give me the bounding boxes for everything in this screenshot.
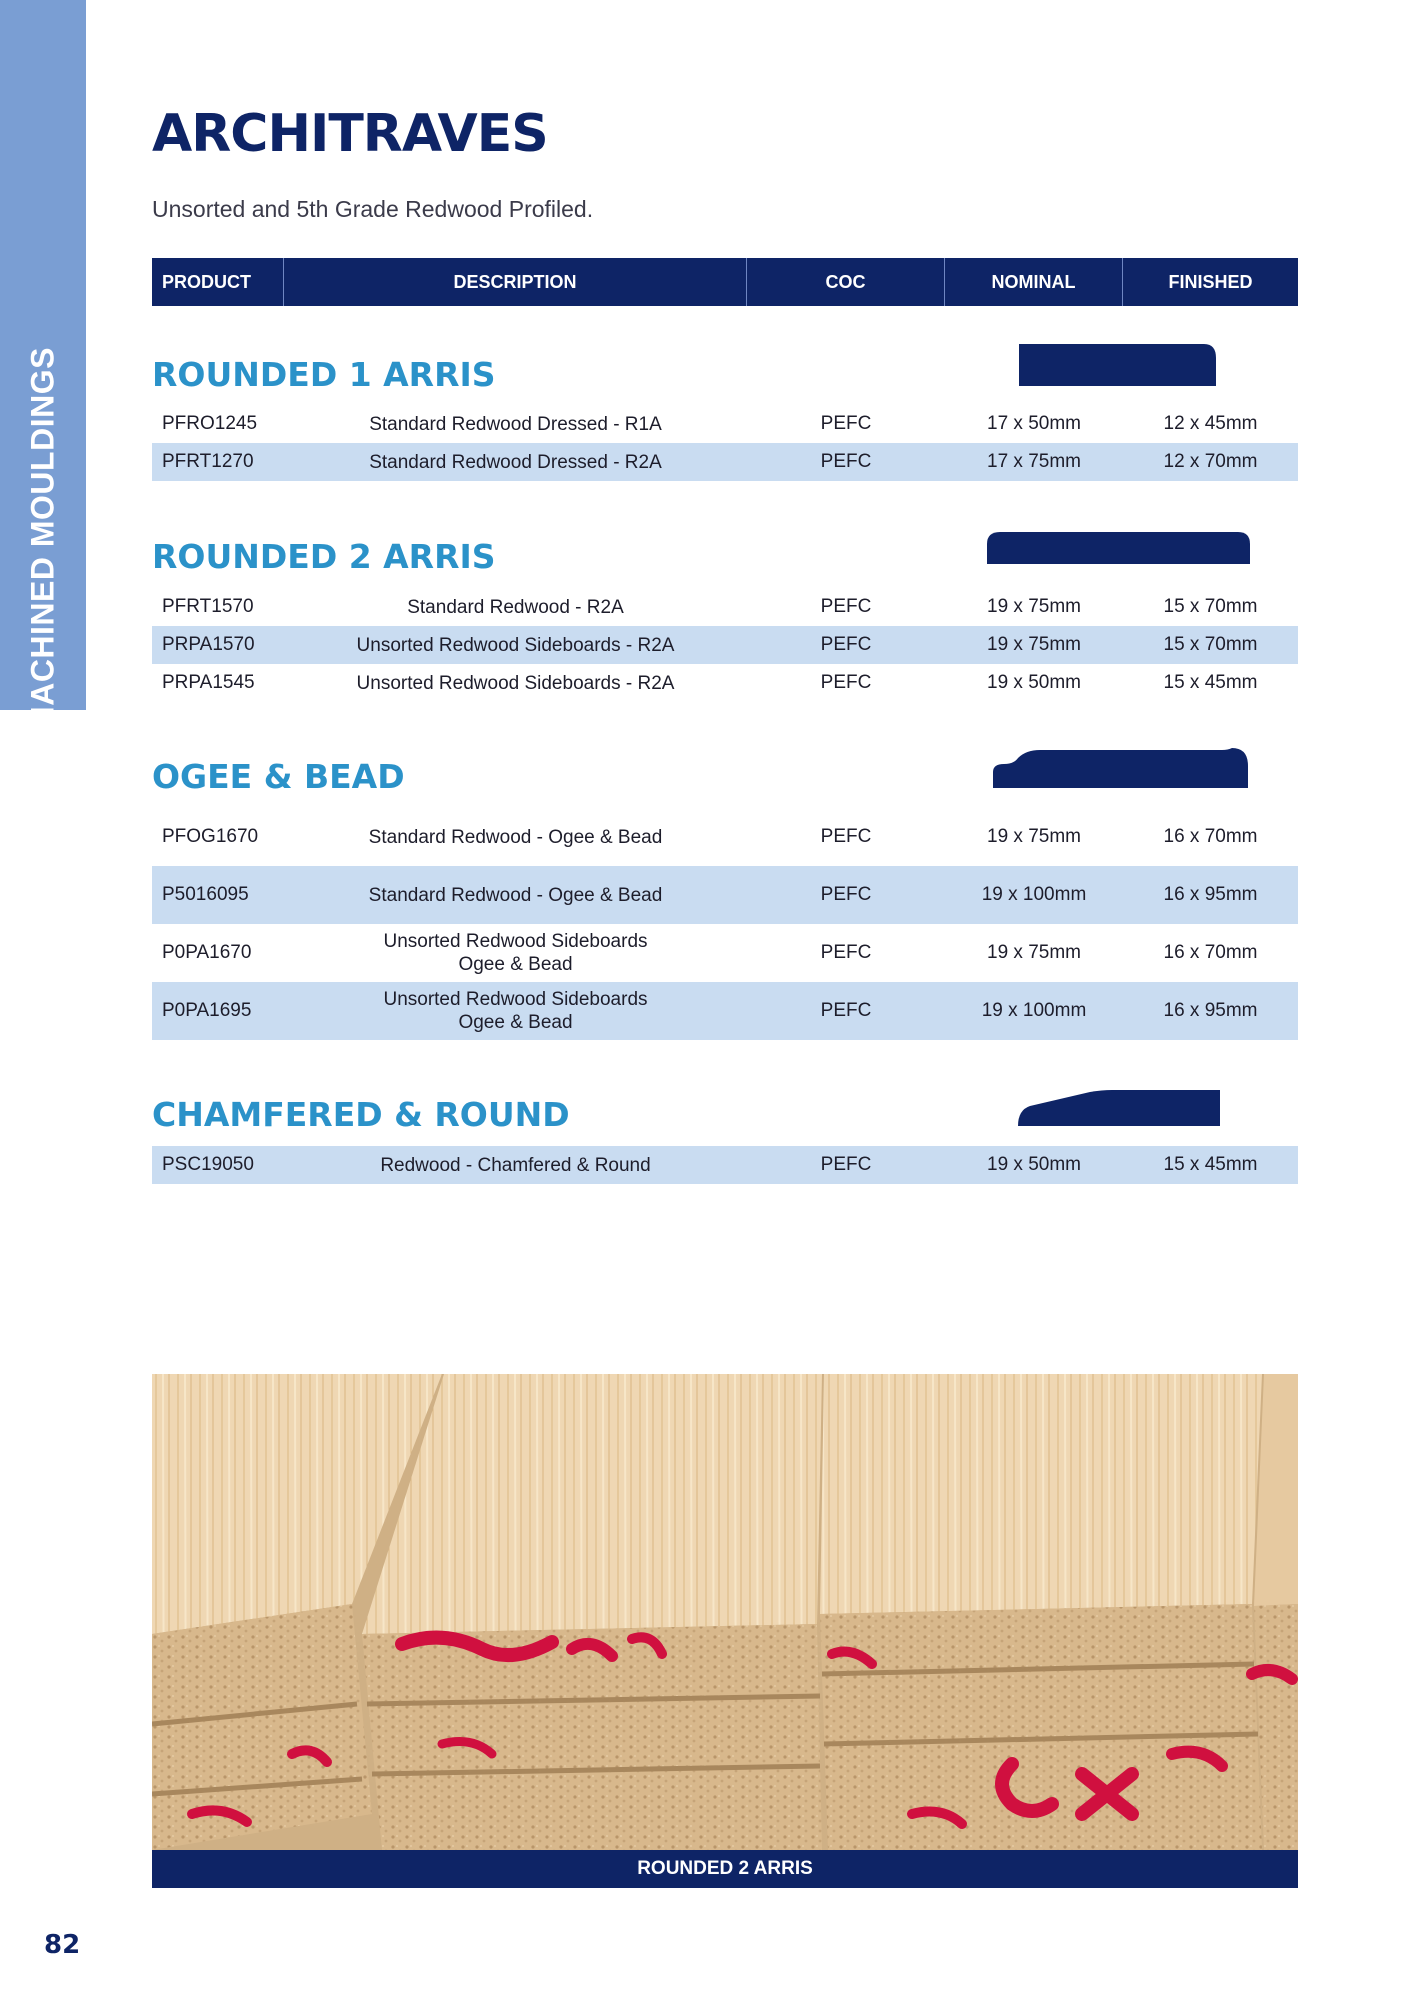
cell-product: PRPA1545 xyxy=(162,672,255,693)
header-nominal: NOMINAL xyxy=(945,258,1123,306)
cell-nominal: 19 x 50mm xyxy=(987,672,1081,693)
cell-nominal: 19 x 75mm xyxy=(987,634,1081,655)
cell-finished: 15 x 45mm xyxy=(1163,672,1258,693)
cell-description xyxy=(284,924,747,982)
cell-product: P5016095 xyxy=(162,884,249,905)
cell-finished: 16 x 95mm xyxy=(1163,884,1258,905)
cell-product: P0PA1670 xyxy=(162,942,252,963)
timber-stack-image xyxy=(152,1374,1298,1850)
rounded-1-arris-profile-icon xyxy=(1018,342,1218,388)
cell-finished: 12 x 70mm xyxy=(1163,451,1258,472)
cell-coc: PEFC xyxy=(820,413,872,434)
cell-coc: PEFC xyxy=(820,596,872,617)
cell-coc: PEFC xyxy=(820,884,872,905)
photo-caption: ROUNDED 2 ARRIS xyxy=(152,1850,1298,1888)
rounded-2-arris-profile-icon xyxy=(986,530,1252,566)
cell-description: Standard Redwood - Ogee & Bead xyxy=(368,884,663,906)
cell-finished: 12 x 45mm xyxy=(1163,413,1258,434)
cell-description: Standard Redwood - Ogee & Bead xyxy=(368,826,663,848)
cell-description-line2: Ogee & Bead xyxy=(458,1012,573,1033)
cell-coc: PEFC xyxy=(820,634,872,655)
section-title-rounded-2-arris: ROUNDED 2 ARRIS xyxy=(152,537,496,576)
table-row xyxy=(152,924,1298,982)
page-title: ARCHITRAVES xyxy=(152,104,548,164)
header-description: DESCRIPTION xyxy=(284,258,747,306)
table-row xyxy=(152,443,1298,481)
cell-description-line2: Ogee & Bead xyxy=(458,954,573,975)
header-product: PRODUCT xyxy=(152,258,284,306)
cell-nominal: 19 x 75mm xyxy=(987,596,1081,617)
section-title-rounded-1-arris: ROUNDED 1 ARRIS xyxy=(152,355,496,394)
cell-product: PFRT1570 xyxy=(162,596,254,617)
chamfered-round-profile-icon xyxy=(1016,1082,1222,1128)
cell-coc: PEFC xyxy=(820,672,872,693)
cell-coc: PEFC xyxy=(820,1154,872,1175)
cell-nominal: 19 x 100mm xyxy=(981,1000,1087,1021)
table-row xyxy=(152,626,1298,664)
side-tab xyxy=(0,0,86,733)
cell-product: PFRT1270 xyxy=(162,451,254,472)
ogee-bead-profile-icon xyxy=(992,746,1250,790)
cell-description xyxy=(284,982,747,1040)
table-row xyxy=(152,866,1298,924)
section-title-ogee-bead: OGEE & BEAD xyxy=(152,757,405,796)
cell-nominal: 19 x 75mm xyxy=(987,826,1081,847)
side-tab-label: MACHINED MOULDINGS xyxy=(24,347,61,733)
table-row xyxy=(152,808,1298,866)
page-subtitle: Unsorted and 5th Grade Redwood Profiled. xyxy=(152,196,594,222)
cell-finished: 16 x 95mm xyxy=(1163,1000,1258,1021)
cell-product: PRPA1570 xyxy=(162,634,255,655)
cell-nominal: 19 x 50mm xyxy=(987,1154,1081,1175)
table-header xyxy=(152,258,1298,306)
cell-finished: 15 x 70mm xyxy=(1163,596,1258,617)
cell-description-line1: Unsorted Redwood Sideboards xyxy=(383,931,648,952)
cell-description: Unsorted Redwood Sideboards - R2A xyxy=(356,672,675,694)
page-number: 82 xyxy=(44,1930,81,1960)
cell-coc: PEFC xyxy=(820,451,872,472)
cell-coc: PEFC xyxy=(820,1000,872,1021)
timber-photo xyxy=(152,1374,1298,1850)
cell-description: Standard Redwood Dressed - R2A xyxy=(369,451,662,473)
cell-nominal: 17 x 75mm xyxy=(987,451,1081,472)
cell-finished: 15 x 45mm xyxy=(1163,1154,1258,1175)
cell-description-line1: Unsorted Redwood Sideboards xyxy=(383,989,648,1010)
table-row xyxy=(152,405,1298,443)
table-row xyxy=(152,982,1298,1040)
cell-finished: 16 x 70mm xyxy=(1163,942,1258,963)
table-row xyxy=(152,664,1298,702)
header-finished: FINISHED xyxy=(1168,271,1253,292)
cell-description: Standard Redwood Dressed - R1A xyxy=(369,413,662,435)
header-coc: COC xyxy=(747,258,945,306)
table-row xyxy=(152,1146,1298,1184)
cell-nominal: 19 x 100mm xyxy=(981,884,1087,905)
cell-product: PFOG1670 xyxy=(162,826,259,847)
cell-description: Unsorted Redwood Sideboards - R2A xyxy=(356,634,675,656)
table-row xyxy=(152,588,1298,626)
cell-product: PSC19050 xyxy=(162,1154,254,1175)
cell-nominal: 19 x 75mm xyxy=(987,942,1081,963)
cell-description: Standard Redwood - R2A xyxy=(407,596,624,618)
cell-finished: 15 x 70mm xyxy=(1163,634,1258,655)
cell-coc: PEFC xyxy=(820,942,872,963)
section-title-chamfered-round: CHAMFERED & ROUND xyxy=(152,1095,570,1134)
cell-description: Redwood - Chamfered & Round xyxy=(380,1154,651,1176)
cell-product: PFRO1245 xyxy=(162,413,258,434)
cell-finished: 16 x 70mm xyxy=(1163,826,1258,847)
cell-coc: PEFC xyxy=(820,826,872,847)
cell-product: P0PA1695 xyxy=(162,1000,252,1021)
cell-nominal: 17 x 50mm xyxy=(987,413,1081,434)
